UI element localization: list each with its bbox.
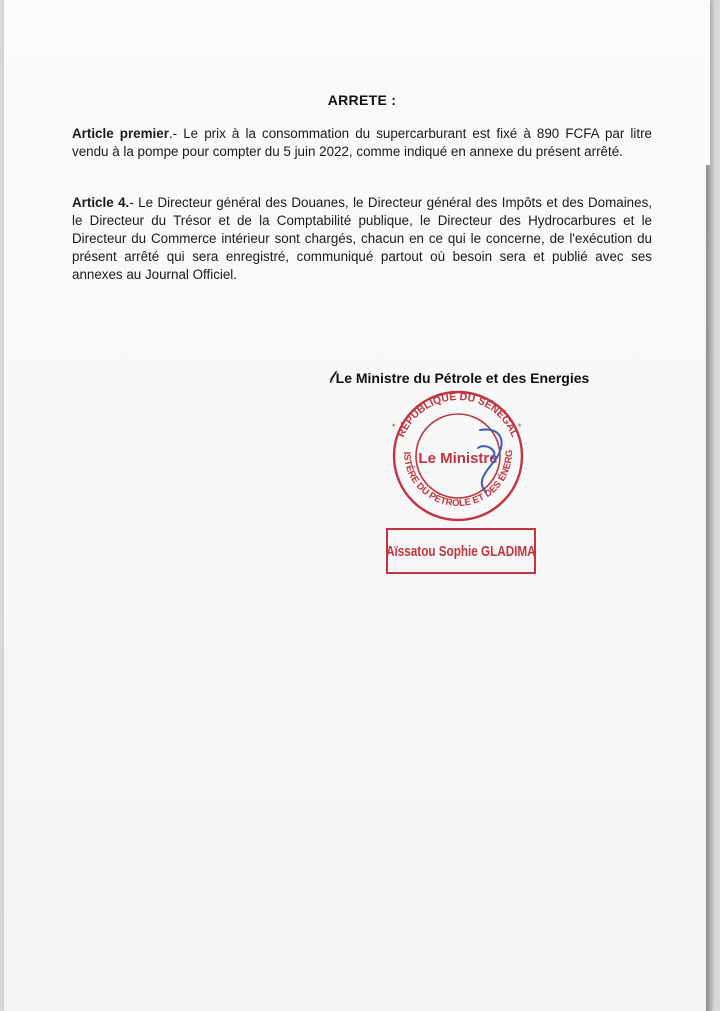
stamp-ring-bottom: ISTÈRE DU PÉTROLE ET DES ÉNERG bbox=[400, 449, 516, 510]
signatory-name: Aïssatou Sophie GLADIMA bbox=[386, 542, 536, 560]
stamp-ring-top: RÉPUBLIQUE DU SÉNÉGAL bbox=[395, 390, 521, 440]
article-4-label: Article 4. bbox=[72, 195, 130, 210]
article-premier-label: Article premier bbox=[72, 126, 169, 141]
stamp-seal-icon bbox=[382, 388, 534, 523]
signature-flourish-icon: 𝓁 bbox=[329, 368, 335, 387]
minister-title-text: Le Ministre du Pétrole et des Energies bbox=[335, 370, 590, 386]
svg-text:RÉPUBLIQUE DU SÉNÉGAL bbox=[395, 391, 521, 440]
minister-title bbox=[329, 368, 589, 388]
official-stamp bbox=[382, 388, 534, 523]
article-premier-paragraph bbox=[72, 125, 652, 161]
document-page bbox=[4, 0, 710, 1011]
document-title: ARRETE : bbox=[327, 92, 397, 108]
article-4-paragraph bbox=[72, 194, 652, 284]
svg-text:*: * bbox=[392, 422, 396, 432]
stamp-center-text: Le Ministre bbox=[418, 450, 498, 467]
article-premier-text: .- Le prix à la consommation du supercarburant est fixé à 890 FCFA par litre vendu à la pompe pour compter du 5 juin 2022, comme indiqué en annexe du présent arrêté. bbox=[72, 126, 652, 159]
signatory-name-stamp bbox=[386, 528, 536, 574]
svg-text:*: * bbox=[518, 422, 522, 432]
page-edge-shadow bbox=[706, 165, 712, 1011]
article-4-text: - Le Directeur général des Douanes, le Directeur général des Impôts et des Domaines, le Directeur du Trésor et de la Comptabilité publique, le Directeur des Hydrocarbures et le Directeur du Commerce intérieur sont chargés, chacun en ce qui le concerne, de l'exécution du présent arrêté qui sera enregistré, communiqué partout où besoin sera et publié avec ses annexes au Journal Officiel. bbox=[72, 195, 652, 282]
